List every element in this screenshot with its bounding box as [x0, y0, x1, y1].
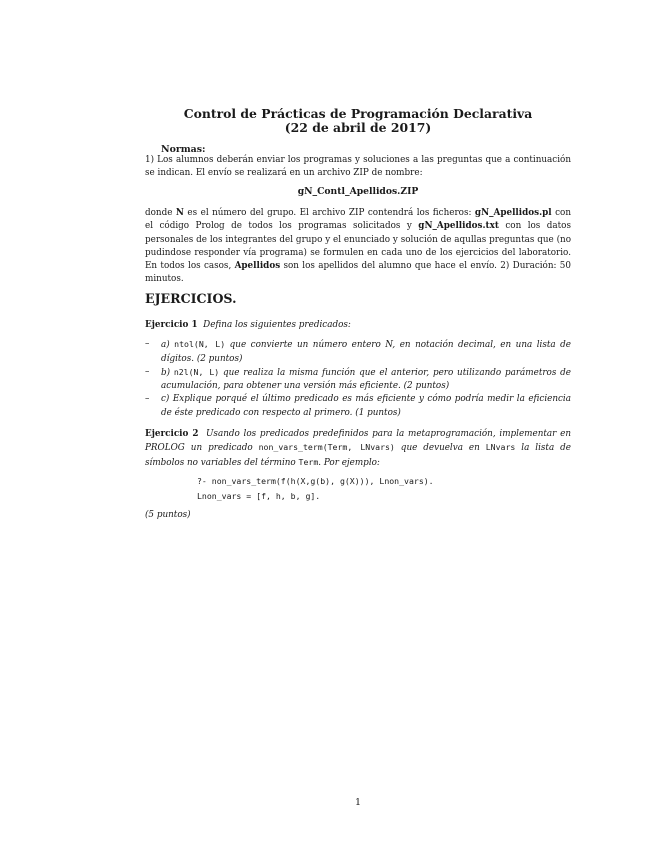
text-span: con los datos personales de los integrantes del grupo y el enunciado y solución de aqullas preguntas que (no pudindose responder vía programa) se formulen en cada uno de los ejercicios del laboratorio. En todos los casos,	[145, 221, 571, 272]
item-text: c) Explique porqué el último predicado es más eficiente y cómo podría medir la eficiencia de éste predicado con respecto al primero. (1 puntos)	[161, 394, 571, 418]
code-inline: n2l(N, L)	[173, 366, 220, 377]
section-title: EJERCICIOS.	[145, 291, 237, 306]
text-span: que devuelva en	[394, 443, 486, 454]
txt-filename: gN_Apellidos.txt	[418, 221, 499, 232]
code-example	[197, 474, 434, 503]
code-inline: non_vars_term(Term, LNvars)	[258, 442, 395, 453]
normas-paragraph-2	[145, 207, 571, 287]
item-label: b)	[161, 367, 174, 378]
item-text: que convierte un número entero N, en notación decimal, en una lista de dígitos. (2 puntos)	[161, 340, 571, 364]
normas-paragraph-1	[145, 154, 571, 181]
text-span: es el número del grupo. El archivo ZIP contendrá los ficheros:	[183, 208, 475, 218]
list-item	[145, 393, 571, 420]
text-span: la lista de símbolos no variables del término	[145, 443, 571, 468]
exercise-2-heading: Ejercicio 2	[145, 429, 199, 439]
exercise-1-intro	[145, 319, 571, 332]
exercise-2-text	[145, 428, 571, 470]
list-item	[145, 338, 571, 366]
normas-text-2	[145, 207, 571, 287]
code-inline: LNvars	[485, 442, 516, 453]
group-number-var: N	[175, 208, 184, 218]
apellidos-term: Apellidos	[234, 261, 281, 272]
zip-filename: gN_Contl_Apellidos.ZIP	[297, 186, 419, 197]
code-line: ?- non_vars_term(f(h(X,g(b), g(X))), Lnon_vars).	[197, 476, 434, 486]
exercise-1-list	[145, 338, 571, 420]
normas-heading: Normas:	[161, 144, 206, 155]
exercise-2-points: (5 puntos)	[145, 510, 191, 520]
title-line-2: (22 de abril de 2017)	[284, 120, 432, 135]
text-span: . Por ejemplo:	[318, 457, 380, 468]
dash-bullet: –	[145, 339, 150, 350]
text-span: con el código Prolog de todos los programas solicitados y	[145, 208, 571, 232]
document-title	[145, 107, 571, 135]
item-text: que realiza la misma función que el anterior, pero utilizando parámetros de acumulación, para obtener una versión más eficiente. (2 puntos)	[161, 367, 571, 392]
text-span: Usando los predicados predefinidos para la metaprogramación, implementar en PROLOG un predicado	[145, 429, 571, 454]
pl-filename: gN_Apellidos.pl	[474, 208, 552, 218]
page-number: 1	[354, 797, 362, 808]
dash-bullet: –	[145, 366, 150, 377]
normas-text-1: 1) Los alumnos deberán enviar los programas y soluciones a las preguntas que a continuación se indican. El envío se realizará en un archivo ZIP de nombre:	[145, 155, 571, 179]
exercise-2	[145, 428, 571, 470]
code-inline: ntol(N, L)	[174, 339, 226, 350]
item-label: a)	[161, 340, 175, 351]
exercise-1	[145, 319, 571, 420]
code-inline: Term	[298, 456, 319, 467]
text-span: donde	[145, 208, 176, 218]
text-span: son los apellidos del alumno que hace el envío. 2) Duración: 50 minutos.	[145, 261, 571, 285]
dash-bullet: –	[145, 394, 150, 405]
code-line: Lnon_vars = [f, h, b, g].	[197, 490, 321, 501]
exercise-1-intro-text: Defina los siguientes predicados:	[203, 320, 351, 330]
exercise-1-heading: Ejercicio 1	[145, 320, 198, 330]
list-item	[145, 366, 571, 394]
title-line-1: Control de Prácticas de Programación Declarativa	[183, 106, 533, 121]
